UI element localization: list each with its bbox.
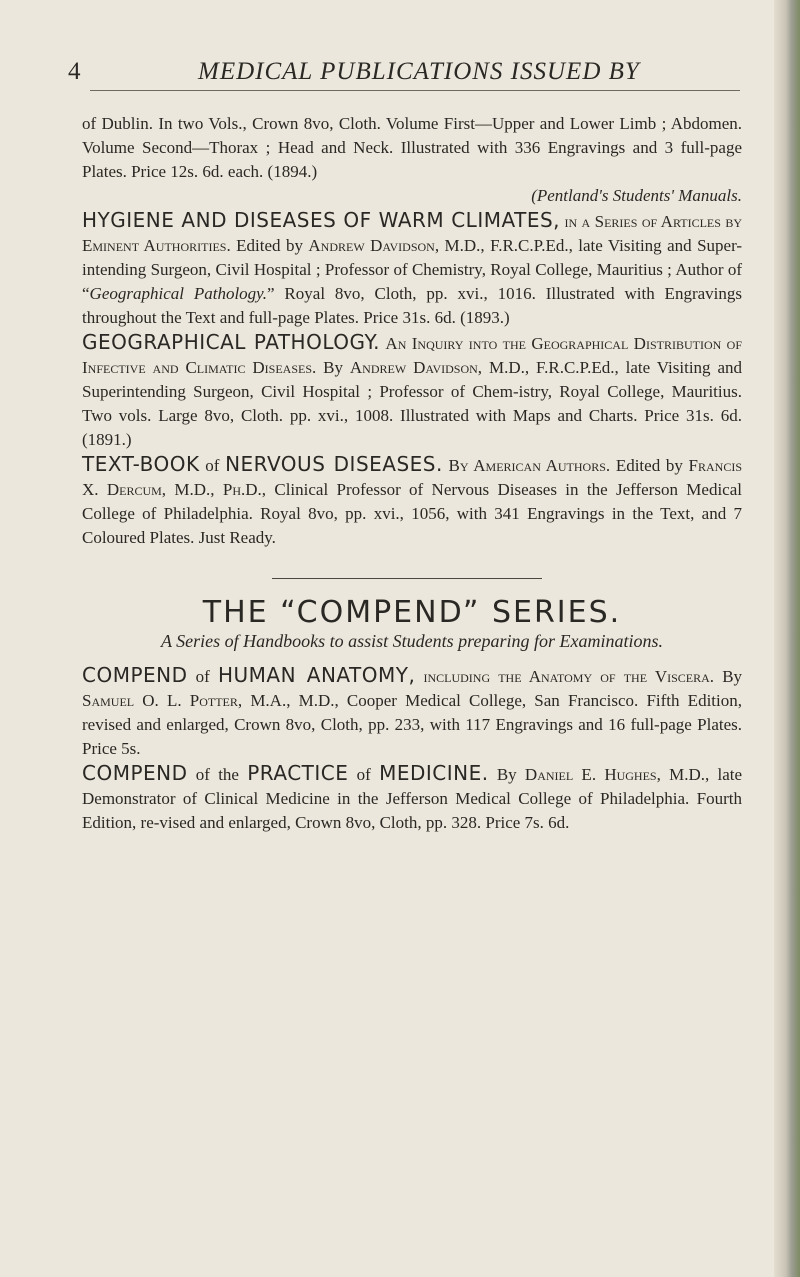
series-subheading: A Series of Handbooks to assist Students preparing for Examinations. — [161, 631, 663, 651]
entry-subtitle: An Inquiry into the Geographical Distribution of Infective and Climatic Diseases. — [82, 334, 743, 377]
entry-compend-medicine: COMPEND of the PRACTICE of MEDICINE. By Daniel E. Hughes, M.D., late Demonstrator of Clinical Medicine in the Jefferson Medical College of Philadelphia. Fourth Edition, re-vised and enlarged, Crown 8vo, Cloth, pp. 328. Price 7s. 6d. — [82, 761, 743, 832]
running-title: MEDICAL PUBLICATIONS ISSUED BY — [198, 58, 640, 85]
entry-continuation: of Dublin. In two Vols., Crown 8vo, Cloth. Volume First—Upper and Lower Limb ; Abdomen. Volume Second—Thorax ; Head and Neck. Illustrated with 336 Engravings and 3 full-page Plates. Price 12s. 6d. each. (1894.) — [82, 114, 742, 181]
entry-subtitle: including the Anatomy of the Viscera. — [423, 667, 715, 686]
entry-compend-anatomy: COMPEND of HUMAN ANATOMY, including the Anatomy of the Viscera. By Samuel O. L. Potter, M.A., M.D., Cooper Medical College, San Francisco. Fifth Edition, revised and enlarged, Crown 8vo, Cloth, pp. 233, with 117 Engravings and 16 full-page Plates. Price 5s. — [82, 663, 743, 758]
entry-title: COMPEND — [82, 663, 188, 687]
cited-work: Geographical Pathology. — [89, 284, 268, 303]
header-rule — [90, 90, 740, 91]
entry-subtitle: By American Authors. — [448, 456, 611, 475]
entry-geographical-pathology: GEOGRAPHICAL PATHOLOGY. An Inquiry into the Geographical Distribution of Infective and Climatic Diseases. By Andrew Davidson, M.D., F.R.C.P.Ed., late Visiting and Superintending Surgeon, Civil Hospital ; Professor of Chem-istry, Royal College, Mauritius. Two vols. Large 8vo, Cloth. pp. xvi., 1008. Illustrated with Maps and Charts. Price 31s. 6d. (1891.) — [82, 330, 743, 449]
entry-author: Francis X. Dercum, M.D., Ph.D., — [82, 456, 742, 499]
entry-title: HYGIENE AND DISEASES OF WARM CLIMATES, — [82, 208, 561, 232]
entry-subtitle: in a Series of Articles by Eminent Authorities. — [82, 212, 743, 255]
entry-title: COMPEND — [82, 761, 188, 785]
entry-title: GEOGRAPHICAL PATHOLOGY. — [82, 330, 381, 354]
entry-hygiene: HYGIENE AND DISEASES OF WARM CLIMATES, in a Series of Articles by Eminent Authorities. Edited by Andrew Davidson, M.D., F.R.C.P.Ed., late Visiting and Super-intending Surgeon, Civil Hospital ; Professor of Chemistry, Royal College, Mauritius ; Author of “Geographical Pathology.” Royal 8vo, Cloth, pp. xvi., 1016. Illustrated with Engravings throughout the Text and full-page Plates. Price 31s. 6d. (1893.) — [82, 208, 743, 327]
entry-nervous-diseases: TEXT-BOOK of NERVOUS DISEASES. By American Authors. Edited by Francis X. Dercum, M.D., Ph.D., Clinical Professor of Nervous Diseases in the Jefferson Medical College of Philadelphia. Royal 8vo, pp. xvi., 1056, with 341 Engravings in the Text, and 7 Coloured Plates. Just Ready. — [82, 452, 742, 547]
entry-title: TEXT-BOOK — [82, 452, 200, 476]
entry-author: Samuel O. L. Potter, — [82, 691, 243, 710]
series-note: (Pentland's Students' Manuals. — [531, 186, 742, 205]
entry-author: Andrew Davidson, — [349, 358, 483, 377]
entry-author: Daniel E. Hughes, — [524, 765, 661, 784]
series-heading: THE “COMPEND” SERIES. — [202, 595, 622, 630]
page-number: 4 — [68, 58, 82, 85]
section-divider — [272, 578, 542, 579]
page-edge — [774, 0, 800, 1277]
entry-author: Andrew Davidson, — [308, 236, 440, 255]
page-body — [82, 112, 742, 835]
